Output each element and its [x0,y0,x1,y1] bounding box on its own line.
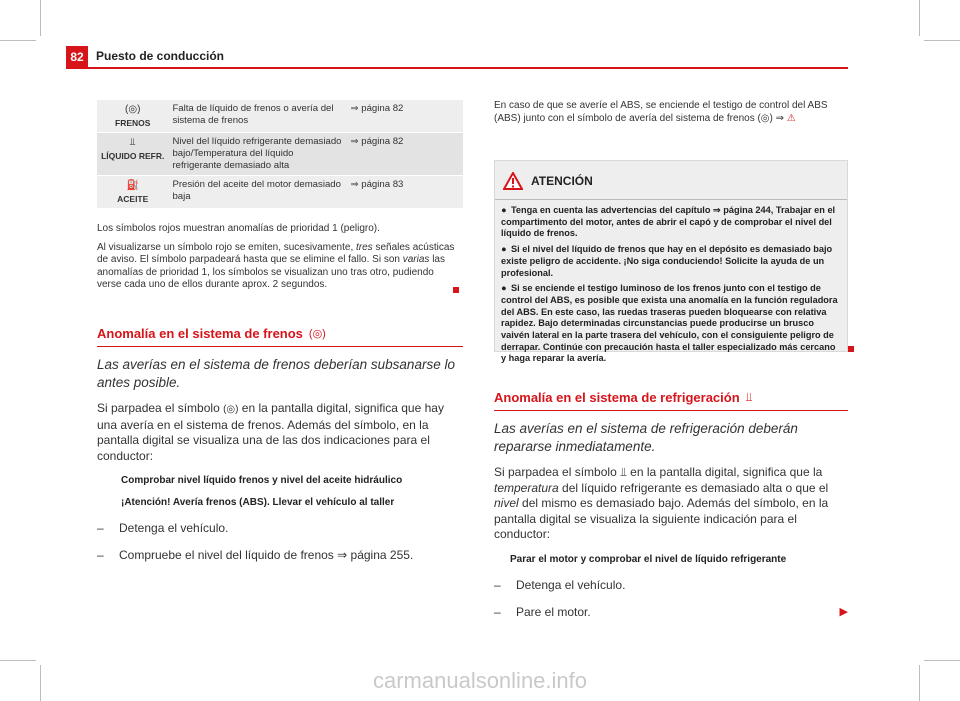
section-rule [494,410,848,411]
caution-item: ● Tenga en cuenta las advertencias del capítulo ⇒ página 244, Trabajar en el compartimento del motor, antes de abrir el capó y de comprobar el nivel del líquido de frenos. [501,205,836,239]
step-text: Compruebe el nivel del líquido de frenos ⇒ página 255. [119,548,414,562]
step-text: Pare el motor. [516,604,591,619]
section-heading [97,326,463,341]
text-span: Al visualizarse un símbolo rojo se emiten, sucesivamente, [97,241,357,253]
description-cell: Nivel del líquido refrigerante demasiado bajo/Temperatura del líquido refrigerante demasiado alta [172,136,342,171]
caution-rule [495,199,847,200]
text-span: ⇒ [772,112,787,124]
list-item: – Compruebe el nivel del líquido de frenos ⇒ página 255. [97,548,414,562]
warning-symbols-table [97,100,463,209]
crop-mark [0,660,36,661]
lead-text: Las averías en el sistema de refrigeración deberán repararse inmediatamente. [494,421,798,454]
brake-icon: (◎) [757,112,773,124]
text-span: las anomalías de prioridad 1, los símbolos se visualizan uno tras otro, pudiendo verse cada uno de ellos durante aprox. 2 segundos. [97,254,445,290]
caution-body [501,205,841,369]
abs-icon: (ABS) [494,112,521,124]
text-span: del mismo es demasiado bajo. Además del símbolo, en la pantalla digital se visualiza la siguiente indicación para el conductor: [494,496,829,541]
section-rule [97,346,463,347]
brake-icon: (◎) [125,104,141,115]
caution-item: ● Si el nivel del líquido de frenos que hay en el depósito es demasiado bajo existe peligro de accidente. ¡No siga conduciendo! Solicite la ayuda de un profesional. [501,244,833,278]
text-span: del líquido refrigerante es demasiado alta o que el [558,480,829,495]
text-span: señales acústicas de aviso. El símbolo parpadeará hasta que se elimine el fallo. Si son [97,241,455,265]
step-text: Detenga el vehículo. [516,577,626,592]
brake-section [97,326,463,562]
list-item: – Detenga el vehículo. [97,521,229,535]
brake-icon: (◎) [223,404,239,415]
warning-triangle-icon [503,172,523,190]
step-text: Detenga el vehículo. [119,521,229,535]
text-span: Si parpadea el símbolo [494,465,621,479]
watermark: carmanualsonline.info [372,668,588,693]
description-cell: Falta de líquido de frenos o avería del sistema de frenos [172,103,334,126]
warning-triangle-icon: ⚠ [786,112,796,124]
emphasis: varias [402,254,430,265]
description-cell: Presión del aceite del motor demasiado baja [172,179,341,202]
lead-text: Las averías en el sistema de frenos deberían subsanarse lo antes posible. [97,357,455,390]
symbol-label: FRENOS [115,118,151,128]
page-header [66,46,848,68]
table-row [97,100,463,133]
emphasis: temperatura [494,480,559,495]
right-column [494,100,848,619]
header-rule [66,67,848,69]
emphasis: nivel [494,496,519,510]
text-span: En caso de que se averíe el ABS, se enciende el testigo de control del ABS [494,100,828,111]
crop-mark [0,40,36,41]
text-span: junto con el símbolo de avería del sistema de frenos [520,112,758,124]
list-item: – Pare el motor. ▶ [494,604,848,619]
paragraph [494,465,848,543]
page-reference-link[interactable]: ⇒ página 82 [350,136,404,147]
page-reference-link[interactable]: ⇒ página 83 [350,179,404,190]
page-number: 82 [66,46,88,68]
end-marker [848,346,854,352]
display-message: Parar el motor y comprobar el nivel de líquido refrigerante [510,553,787,565]
coolant-icon: ⫫ [129,137,136,148]
continue-arrow-icon: ▶ [839,605,848,618]
crop-mark [40,0,41,36]
cooling-section [494,390,848,619]
page-reference-link[interactable]: ⇒ página 82 [350,103,404,114]
text-span: en la pantalla digital, significa que hay una avería en el sistema de frenos. Además del símbolo, en la pantalla digital se visualiza una de las dos indicaciones para el conductor: [97,401,444,463]
caution-item: ● Si se enciende el testigo luminoso de los frenos junto con el testigo de control del ABS, es posible que exista una anomalía en la función reguladora del ABS. En este caso, las ruedas traseras pueden bloquearse con relativa rapidez. Bajo determinadas circunstancias puede producirse un brusco vaivén lateral en la parte trasera del vehículo, con el consiguiente peligro de derrapar. Continúe con precaución hasta el taller especializado más cercano y haga reparar la avería. [501,283,838,364]
display-message: ¡Atención! Avería frenos (ABS). Llevar el vehículo al taller [121,497,395,508]
section-title: Anomalía en el sistema de frenos [97,326,303,341]
caution-text: Si se enciende el testigo luminoso de los frenos junto con el testigo de control del ABS, es posible que exista una anomalía en la función reguladora del ABS. En este caso, las ruedas traseras pueden bloquearse con relativa rapidez. Bajo determinadas circunstancias puede producirse un brusco vaivén lateral en la parte trasera del vehículo, con el consiguiente peligro de derrapar. Continúe con precaución hasta el taller especializado más cercano y haga reparar la avería. [501,283,838,364]
coolant-icon: ⫫ [745,390,753,404]
crop-mark [919,0,920,36]
emphasis: tres [356,241,373,253]
symbol-cell [97,133,168,176]
section-heading [494,390,848,405]
coolant-icon: ⫫ [620,465,627,479]
caution-text: Tenga en cuenta las advertencias del capítulo ⇒ página 244, Trabajar en el compartimento del motor, antes de abrir el capó y de comprobar el nivel del líquido de frenos. [501,205,836,239]
end-marker [453,287,459,293]
section-title: Anomalía en el sistema de refrigeración [494,390,740,405]
paragraph: Los símbolos rojos muestran anomalías de prioridad 1 (peligro). [97,223,380,234]
left-column [97,100,463,562]
crop-mark [924,40,960,41]
crop-mark [924,660,960,661]
symbol-cell [97,176,168,209]
page-title: Puesto de conducción [96,49,225,63]
caution-title: ATENCIÓN [531,174,593,188]
table-row [97,133,463,176]
paragraph [97,242,459,292]
caution-header [503,171,593,191]
caution-box [494,160,848,364]
oil-can-icon: ⛽ [126,180,139,191]
list-item: – Detenga el vehículo. [494,577,626,592]
symbol-label: ACEITE [117,194,149,204]
display-message: Comprobar nivel líquido frenos y nivel del aceite hidráulico [121,475,403,486]
symbol-cell [97,100,168,133]
brake-icon: (◎) [308,328,326,340]
paragraph [97,401,463,464]
text-span: Si parpadea el símbolo [97,401,224,415]
table-row [97,176,463,209]
symbol-label: LÍQUIDO REFR. [101,151,165,161]
paragraph [494,100,834,125]
caution-text: Si el nivel del líquido de frenos que hay en el depósito es demasiado bajo existe peligro de accidente. ¡No siga conduciendo! Solicite la ayuda de un profesional. [501,244,833,278]
text-span: en la pantalla digital, significa que la [626,465,823,479]
